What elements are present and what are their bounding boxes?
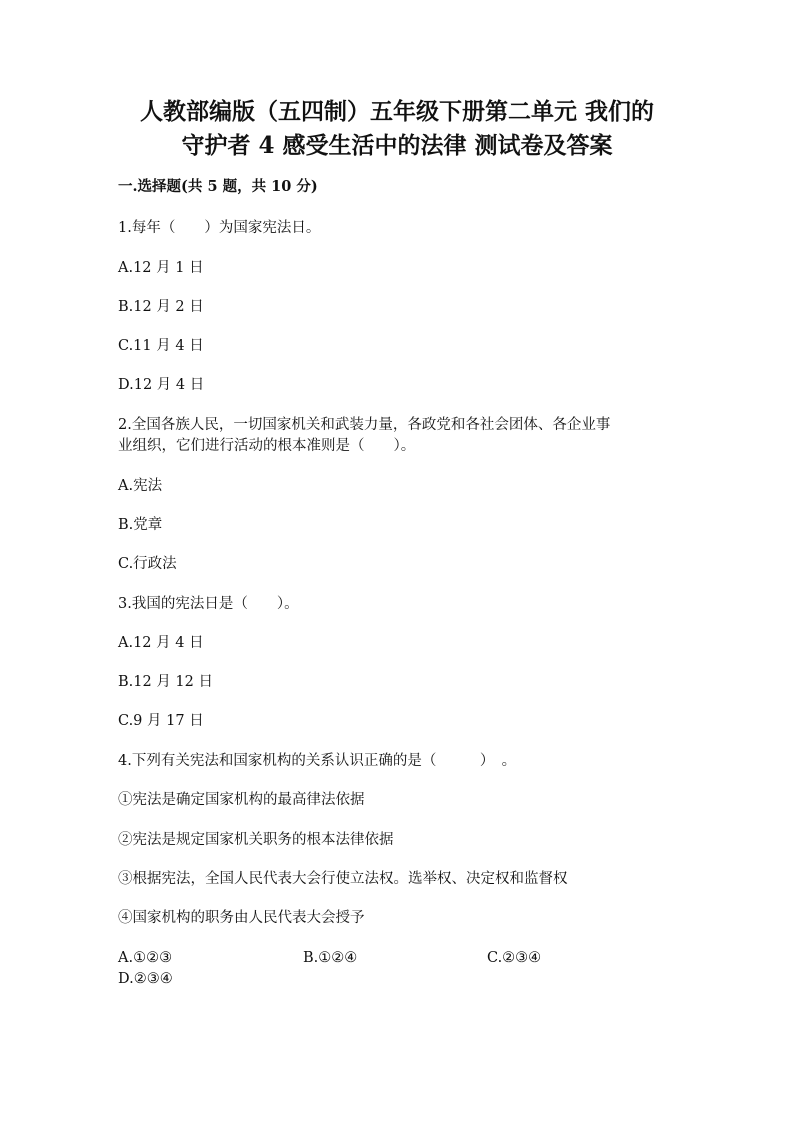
question-4-stem: 4.下列有关宪法和国家机构的关系认识正确的是（ ） 。 xyxy=(118,753,517,769)
question-2-option-b: B.党章 xyxy=(118,517,163,533)
question-1-stem: 1.每年（ ）为国家宪法日。 xyxy=(118,220,321,236)
question-1-option-c: C.11 月 4 日 xyxy=(118,338,204,354)
question-3-option-a: A.12 月 4 日 xyxy=(118,635,204,651)
question-2-stem-line-2: 业组织，它们进行活动的根本准则是（ ）。 xyxy=(118,438,416,454)
question-4-statement-1: ①宪法是确定国家机构的最高律法依据 xyxy=(118,792,365,808)
question-1-option-a: A.12 月 1 日 xyxy=(118,260,204,276)
question-4-option-c: C.②③④ xyxy=(487,950,542,966)
question-4-option-a: A.①②③ xyxy=(118,950,173,966)
document-title-line-2: 守护者 4 感受生活中的法律 测试卷及答案 xyxy=(181,132,613,159)
question-3-option-b: B.12 月 12 日 xyxy=(118,674,213,690)
question-1-option-d: D.12 月 4 日 xyxy=(118,377,205,393)
question-3-option-c: C.9 月 17 日 xyxy=(118,713,204,729)
question-2-stem-line-1: 2.全国各族人民，一切国家机关和武装力量，各政党和各社会团体、各企业事 xyxy=(118,417,611,433)
question-1-option-b: B.12 月 2 日 xyxy=(118,299,204,315)
question-4-statement-4: ④国家机构的职务由人民代表大会授予 xyxy=(118,910,365,926)
section-heading: 一.选择题(共 5 题，共 10 分) xyxy=(118,178,318,195)
question-4-option-d: D.②③④ xyxy=(118,971,173,987)
question-4-statement-3: ③根据宪法，全国人民代表大会行使立法权。选举权、决定权和监督权 xyxy=(118,871,568,887)
document-title-line-1: 人教部编版（五四制）五年级下册第二单元 我们的 xyxy=(139,98,654,125)
question-2-option-c: C.行政法 xyxy=(118,556,177,572)
question-4-statement-2: ②宪法是规定国家机关职务的根本法律依据 xyxy=(118,832,394,848)
question-4-option-b: B.①②④ xyxy=(303,950,358,966)
question-2-option-a: A.宪法 xyxy=(118,478,163,494)
question-3-stem: 3.我国的宪法日是（ ）。 xyxy=(118,596,299,612)
